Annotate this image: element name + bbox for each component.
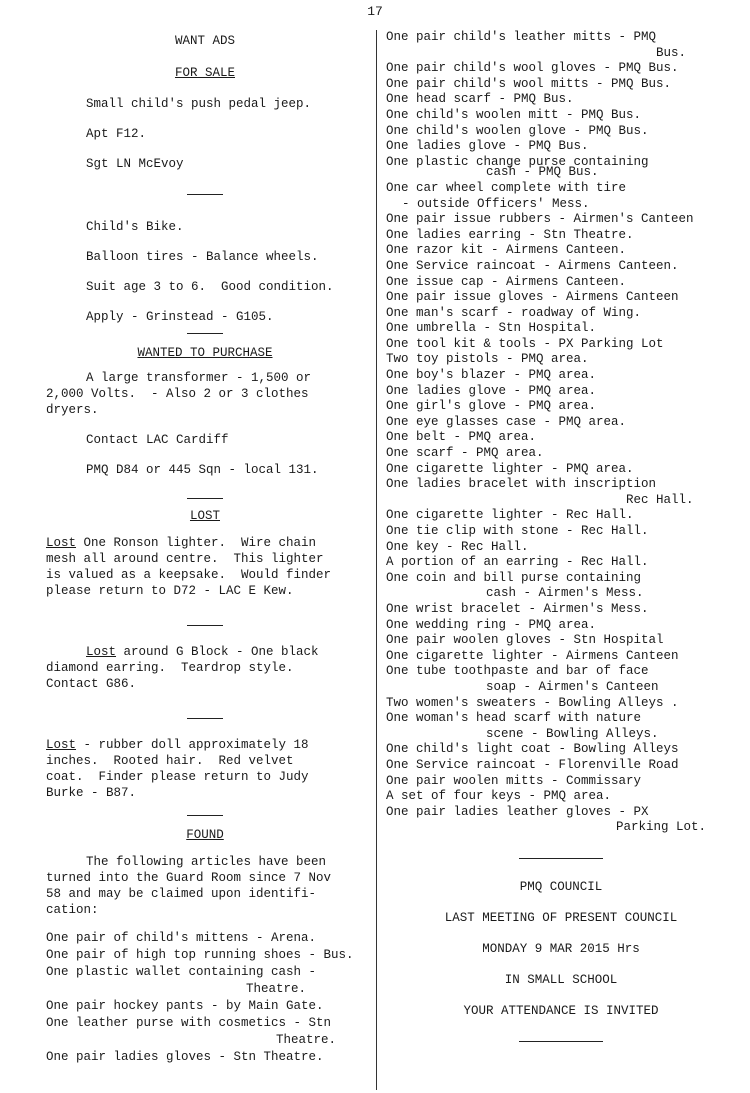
found-item: One pair child's wool mitts - PMQ Bus.	[386, 76, 672, 91]
lost-word: Lost	[46, 536, 77, 550]
found-item: One key - Rec Hall.	[386, 539, 529, 554]
column-divider	[376, 30, 377, 1090]
found-intro-line: 58 and may be claimed upon identifi-	[46, 887, 317, 901]
found-item-cont: scene - Bowling Alleys.	[486, 726, 659, 741]
found-list-left	[46, 930, 364, 1066]
council-title: PMQ COUNCIL	[519, 879, 603, 894]
section-rule	[187, 718, 223, 719]
found-item: One head scarf - PMQ Bus.	[386, 92, 574, 107]
found-item: One car wheel complete with tire	[386, 180, 627, 195]
found-item: Two toy pistols - PMQ area.	[386, 352, 589, 367]
found-item: One woman's head scarf with nature	[386, 711, 642, 726]
found-item: One pair issue gloves - Airmens Canteen	[386, 290, 679, 305]
ad-bike-line: Suit age 3 to 6. Good condition.	[86, 280, 334, 294]
found-item-cont: soap - Airmen's Canteen	[486, 679, 659, 694]
found-item: One belt - PMQ area.	[386, 430, 537, 445]
found-item: One plastic wallet containing cash -	[46, 965, 317, 979]
found-item: One pair ladies leather gloves - PX	[386, 804, 649, 819]
section-rule	[187, 815, 223, 816]
found-item: One plastic change purse containing	[386, 154, 649, 169]
lost-doll	[46, 737, 364, 801]
lost-doll-line: Burke - B87.	[46, 786, 137, 800]
ad-jeep-line: Sgt LN McEvoy	[86, 157, 184, 171]
found-item-cont: Theatre.	[246, 982, 307, 996]
ad-bike	[46, 219, 364, 325]
found-item: One umbrella - Stn Hospital.	[386, 321, 597, 336]
lost-earring-line: diamond earring. Teardrop style.	[46, 661, 294, 675]
found-item: One pair issue rubbers - Airmen's Canteen	[386, 212, 694, 227]
ad-jeep-line: Small child's push pedal jeep.	[86, 97, 312, 111]
found-item-cont: Bus.	[656, 45, 687, 60]
lost-heading: LOST	[189, 509, 220, 523]
wanted-line: Contact LAC Cardiff	[86, 433, 229, 447]
found-item: One wedding ring - PMQ area.	[386, 617, 597, 632]
ad-bike-line: Child's Bike.	[86, 220, 184, 234]
found-item: One tube toothpaste and bar of face	[386, 664, 649, 679]
wanted-ad	[46, 370, 364, 478]
found-item: One cigarette lighter - Rec Hall.	[386, 508, 634, 523]
found-item-cont: - outside Officers' Mess.	[402, 196, 590, 211]
found-heading: FOUND	[186, 828, 224, 842]
lost-lighter	[46, 535, 364, 599]
found-item: One ladies glove - PMQ Bus.	[386, 139, 589, 154]
found-item-cont: cash - PMQ Bus.	[486, 165, 599, 180]
lost-lighter-line: One Ronson lighter. Wire chain	[76, 536, 317, 550]
found-item-cont: Parking Lot.	[616, 820, 707, 835]
ad-bike-line: Apply - Grinstead - G105.	[86, 310, 274, 324]
found-item-cont: Rec Hall.	[626, 492, 694, 507]
council-line: YOUR ATTENDANCE IS INVITED	[463, 1003, 659, 1018]
left-column	[46, 30, 364, 1066]
council-line: MONDAY 9 MAR 2015 Hrs	[482, 941, 640, 956]
found-item: One pair child's wool gloves - PMQ Bus.	[386, 61, 679, 76]
found-item-cont: cash - Airmen's Mess.	[486, 586, 644, 601]
found-item: One leather purse with cosmetics - Stn	[46, 1016, 332, 1030]
want-ads-title: WANT ADS	[174, 34, 235, 48]
found-item: One issue cap - Airmens Canteen.	[386, 274, 627, 289]
found-item: One cigarette lighter - PMQ area.	[386, 461, 634, 476]
council-notice	[386, 879, 736, 1019]
council-line: IN SMALL SCHOOL	[504, 972, 618, 987]
lost-doll-line: coat. Finder please return to Judy	[46, 770, 309, 784]
wanted-heading: WANTED TO PURCHASE	[137, 346, 273, 360]
lost-word: Lost	[86, 645, 117, 659]
found-item: One wrist bracelet - Airmen's Mess.	[386, 601, 649, 616]
lost-lighter-line: please return to D72 - LAC E Kew.	[46, 584, 294, 598]
found-item: One tie clip with stone - Rec Hall.	[386, 524, 649, 538]
lost-lighter-line: is valued as a keepsake. Would finder	[46, 568, 332, 582]
section-rule	[187, 194, 223, 195]
found-item: One pair of child's mittens - Arena.	[46, 931, 317, 945]
found-item: One ladies earring - Stn Theatre.	[386, 227, 634, 242]
found-item: One ladies glove - PMQ area.	[386, 383, 597, 398]
found-item: One child's light coat - Bowling Alleys	[386, 742, 679, 757]
council-rule-bottom	[519, 1041, 603, 1042]
right-column	[386, 30, 736, 1042]
found-item: One child's woolen glove - PMQ Bus.	[386, 123, 649, 138]
found-item: One tool kit & tools - PX Parking Lot	[386, 336, 664, 351]
wanted-line: dryers.	[46, 403, 99, 417]
found-item: One pair of high top running shoes - Bus.	[46, 948, 354, 962]
found-item-cont: Theatre.	[276, 1033, 337, 1047]
section-rule	[187, 333, 223, 334]
wanted-line: A large transformer - 1,500 or	[86, 371, 312, 385]
found-item: One scarf - PMQ area.	[386, 446, 544, 461]
found-item: One cigarette lighter - Airmens Canteen	[386, 648, 679, 663]
found-item: One razor kit - Airmens Canteen.	[386, 243, 627, 258]
found-list-right	[386, 30, 736, 836]
found-intro-line: The following articles have been	[86, 855, 327, 869]
lost-earring-line: Contact G86.	[46, 677, 137, 691]
found-item: A portion of an earring - Rec Hall.	[386, 555, 649, 570]
lost-word: Lost	[46, 738, 77, 752]
lost-earring	[46, 644, 364, 692]
found-item: One eye glasses case - PMQ area.	[386, 414, 627, 429]
found-item: One Service raincoat - Airmens Canteen.	[386, 258, 679, 273]
found-item: One Service raincoat - Florenville Road	[386, 757, 679, 772]
ad-bike-line: Balloon tires - Balance wheels.	[86, 250, 319, 264]
ad-jeep-line: Apt F12.	[86, 127, 147, 141]
page-number: 17	[367, 4, 383, 19]
council-line: LAST MEETING OF PRESENT COUNCIL	[444, 910, 678, 925]
section-rule	[187, 498, 223, 499]
lost-lighter-line: mesh all around centre. This lighter	[46, 552, 324, 566]
found-item: A set of four keys - PMQ area.	[386, 789, 612, 804]
found-item: One man's scarf - roadway of Wing.	[386, 305, 642, 320]
lost-earring-line: around G Block - One black	[116, 645, 319, 659]
found-intro-line: turned into the Guard Room since 7 Nov	[46, 871, 332, 885]
wanted-line: 2,000 Volts. - Also 2 or 3 clothes	[46, 387, 309, 401]
found-item: One child's woolen mitt - PMQ Bus.	[386, 107, 642, 122]
found-item: One boy's blazer - PMQ area.	[386, 368, 597, 383]
found-intro-line: cation:	[46, 903, 99, 917]
found-intro	[46, 854, 364, 918]
found-item: One pair woolen mitts - Commissary	[386, 773, 642, 788]
found-item: One pair ladies gloves - Stn Theatre.	[46, 1050, 324, 1064]
lost-doll-line: inches. Rooted hair. Red velvet	[46, 754, 294, 768]
found-item: One ladies bracelet with inscription	[386, 477, 657, 492]
found-item: One pair child's leather mitts - PMQ	[386, 30, 657, 44]
found-item: One coin and bill purse containing	[386, 570, 642, 585]
ad-jeep	[46, 96, 364, 172]
found-item: One girl's glove - PMQ area.	[386, 399, 597, 414]
section-rule	[187, 625, 223, 626]
found-item: Two women's sweaters - Bowling Alleys .	[386, 695, 679, 710]
found-item: One pair hockey pants - by Main Gate.	[46, 999, 324, 1013]
wanted-line: PMQ D84 or 445 Sqn - local 131.	[86, 463, 319, 477]
for-sale-heading: FOR SALE	[174, 66, 235, 80]
council-rule-top	[519, 858, 603, 859]
found-item: One pair woolen gloves - Stn Hospital	[386, 633, 664, 648]
lost-doll-line: - rubber doll approximately 18	[76, 738, 309, 752]
